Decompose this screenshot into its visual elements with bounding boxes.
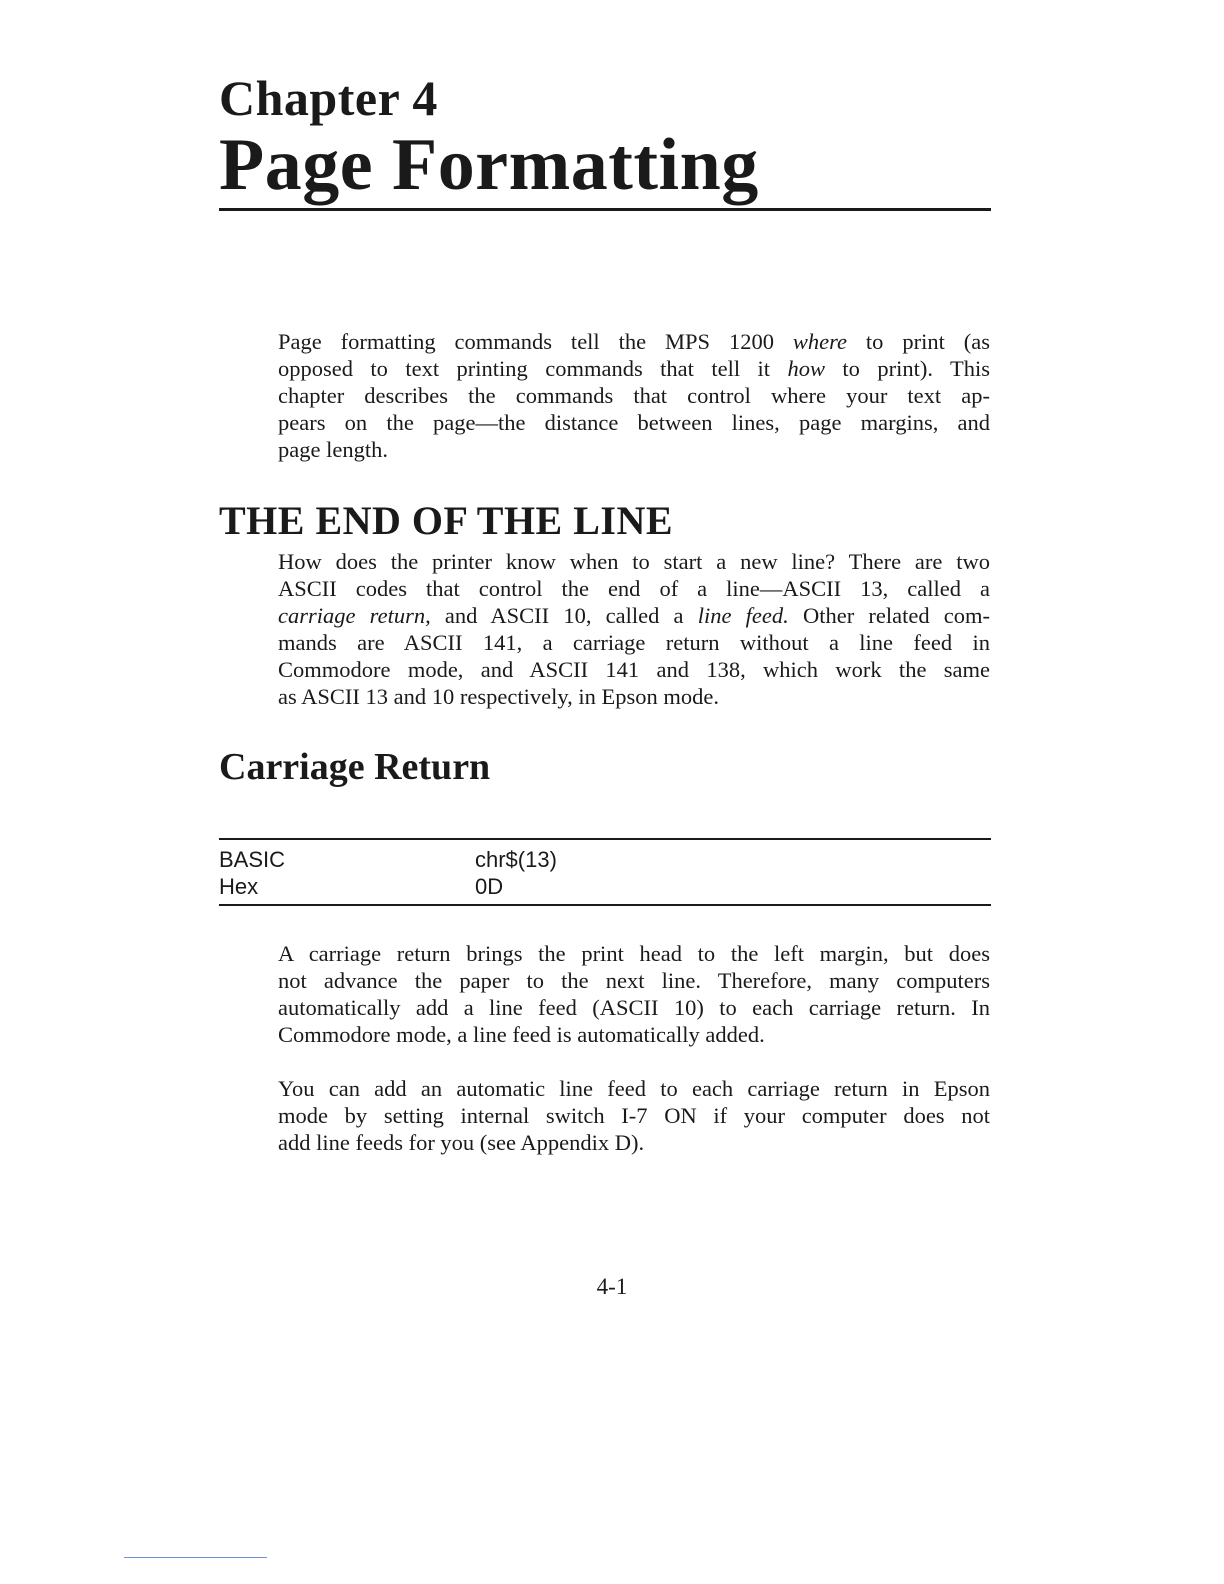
cr-p1-line-4: Commodore mode, a line feed is automatically added.: [278, 1022, 765, 1047]
intro-line-5: page length.: [278, 437, 388, 462]
end-of-line-line-1: How does the printer know when to start a new line? There are two: [278, 549, 990, 574]
section-heading-end-of-line: THE END OF THE LINE: [219, 498, 674, 543]
chapter-title: Page Formatting: [219, 124, 759, 206]
sub-heading-carriage-return: Carriage Return: [219, 746, 491, 788]
footer-rule: [124, 1557, 267, 1558]
intro-line-3: chapter describes the commands that control where your text ap-: [278, 383, 990, 408]
code-value: chr$(13): [475, 847, 557, 872]
end-of-line-line-3: carriage return, and ASCII 10, called a line feed. Other related com-: [278, 603, 991, 628]
cr-p2-line-1: You can add an automatic line feed to each carriage return in Epson: [278, 1076, 990, 1101]
cr-p1-line-1: A carriage return brings the print head to the left margin, but does: [278, 941, 990, 966]
code-value: 0D: [475, 874, 504, 899]
code-key: BASIC: [219, 847, 286, 872]
code-row-basic: [219, 846, 991, 873]
carriage-return-paragraph-1: [278, 940, 990, 1048]
chapter-label: Chapter 4: [219, 70, 438, 126]
code-row-hex: [219, 873, 991, 900]
intro-line-4: pears on the page—the distance between lines, page margins, and: [278, 410, 990, 435]
title-rule: [219, 208, 991, 211]
carriage-return-paragraph-2: [278, 1075, 990, 1156]
end-of-line-line-6: as ASCII 13 and 10 respectively, in Epson mode.: [278, 684, 719, 709]
cr-p2-line-3: add line feeds for you (see Appendix D).: [278, 1130, 645, 1155]
page-number: 4-1: [596, 1274, 628, 1299]
cr-p1-line-3: automatically add a line feed (ASCII 10) to each carriage return. In: [278, 995, 990, 1020]
cr-p2-line-2: mode by setting internal switch I-7 ON if your computer does not: [278, 1103, 990, 1128]
code-key: Hex: [219, 874, 259, 899]
end-of-line-paragraph: [278, 548, 990, 710]
intro-line-1: Page formatting commands tell the MPS 1200 where to print (as: [278, 329, 990, 354]
end-of-line-line-4: mands are ASCII 141, a carriage return without a line feed in: [278, 630, 990, 655]
code-table: [219, 838, 991, 906]
cr-p1-line-2: not advance the paper to the next line. Therefore, many computers: [278, 968, 990, 993]
intro-paragraph: [278, 328, 990, 463]
intro-line-2: opposed to text printing commands that tell it how to print). This: [278, 356, 990, 381]
end-of-line-line-5: Commodore mode, and ASCII 141 and 138, which work the same: [278, 657, 990, 682]
end-of-line-line-2: ASCII codes that control the end of a line—ASCII 13, called a: [278, 576, 990, 601]
